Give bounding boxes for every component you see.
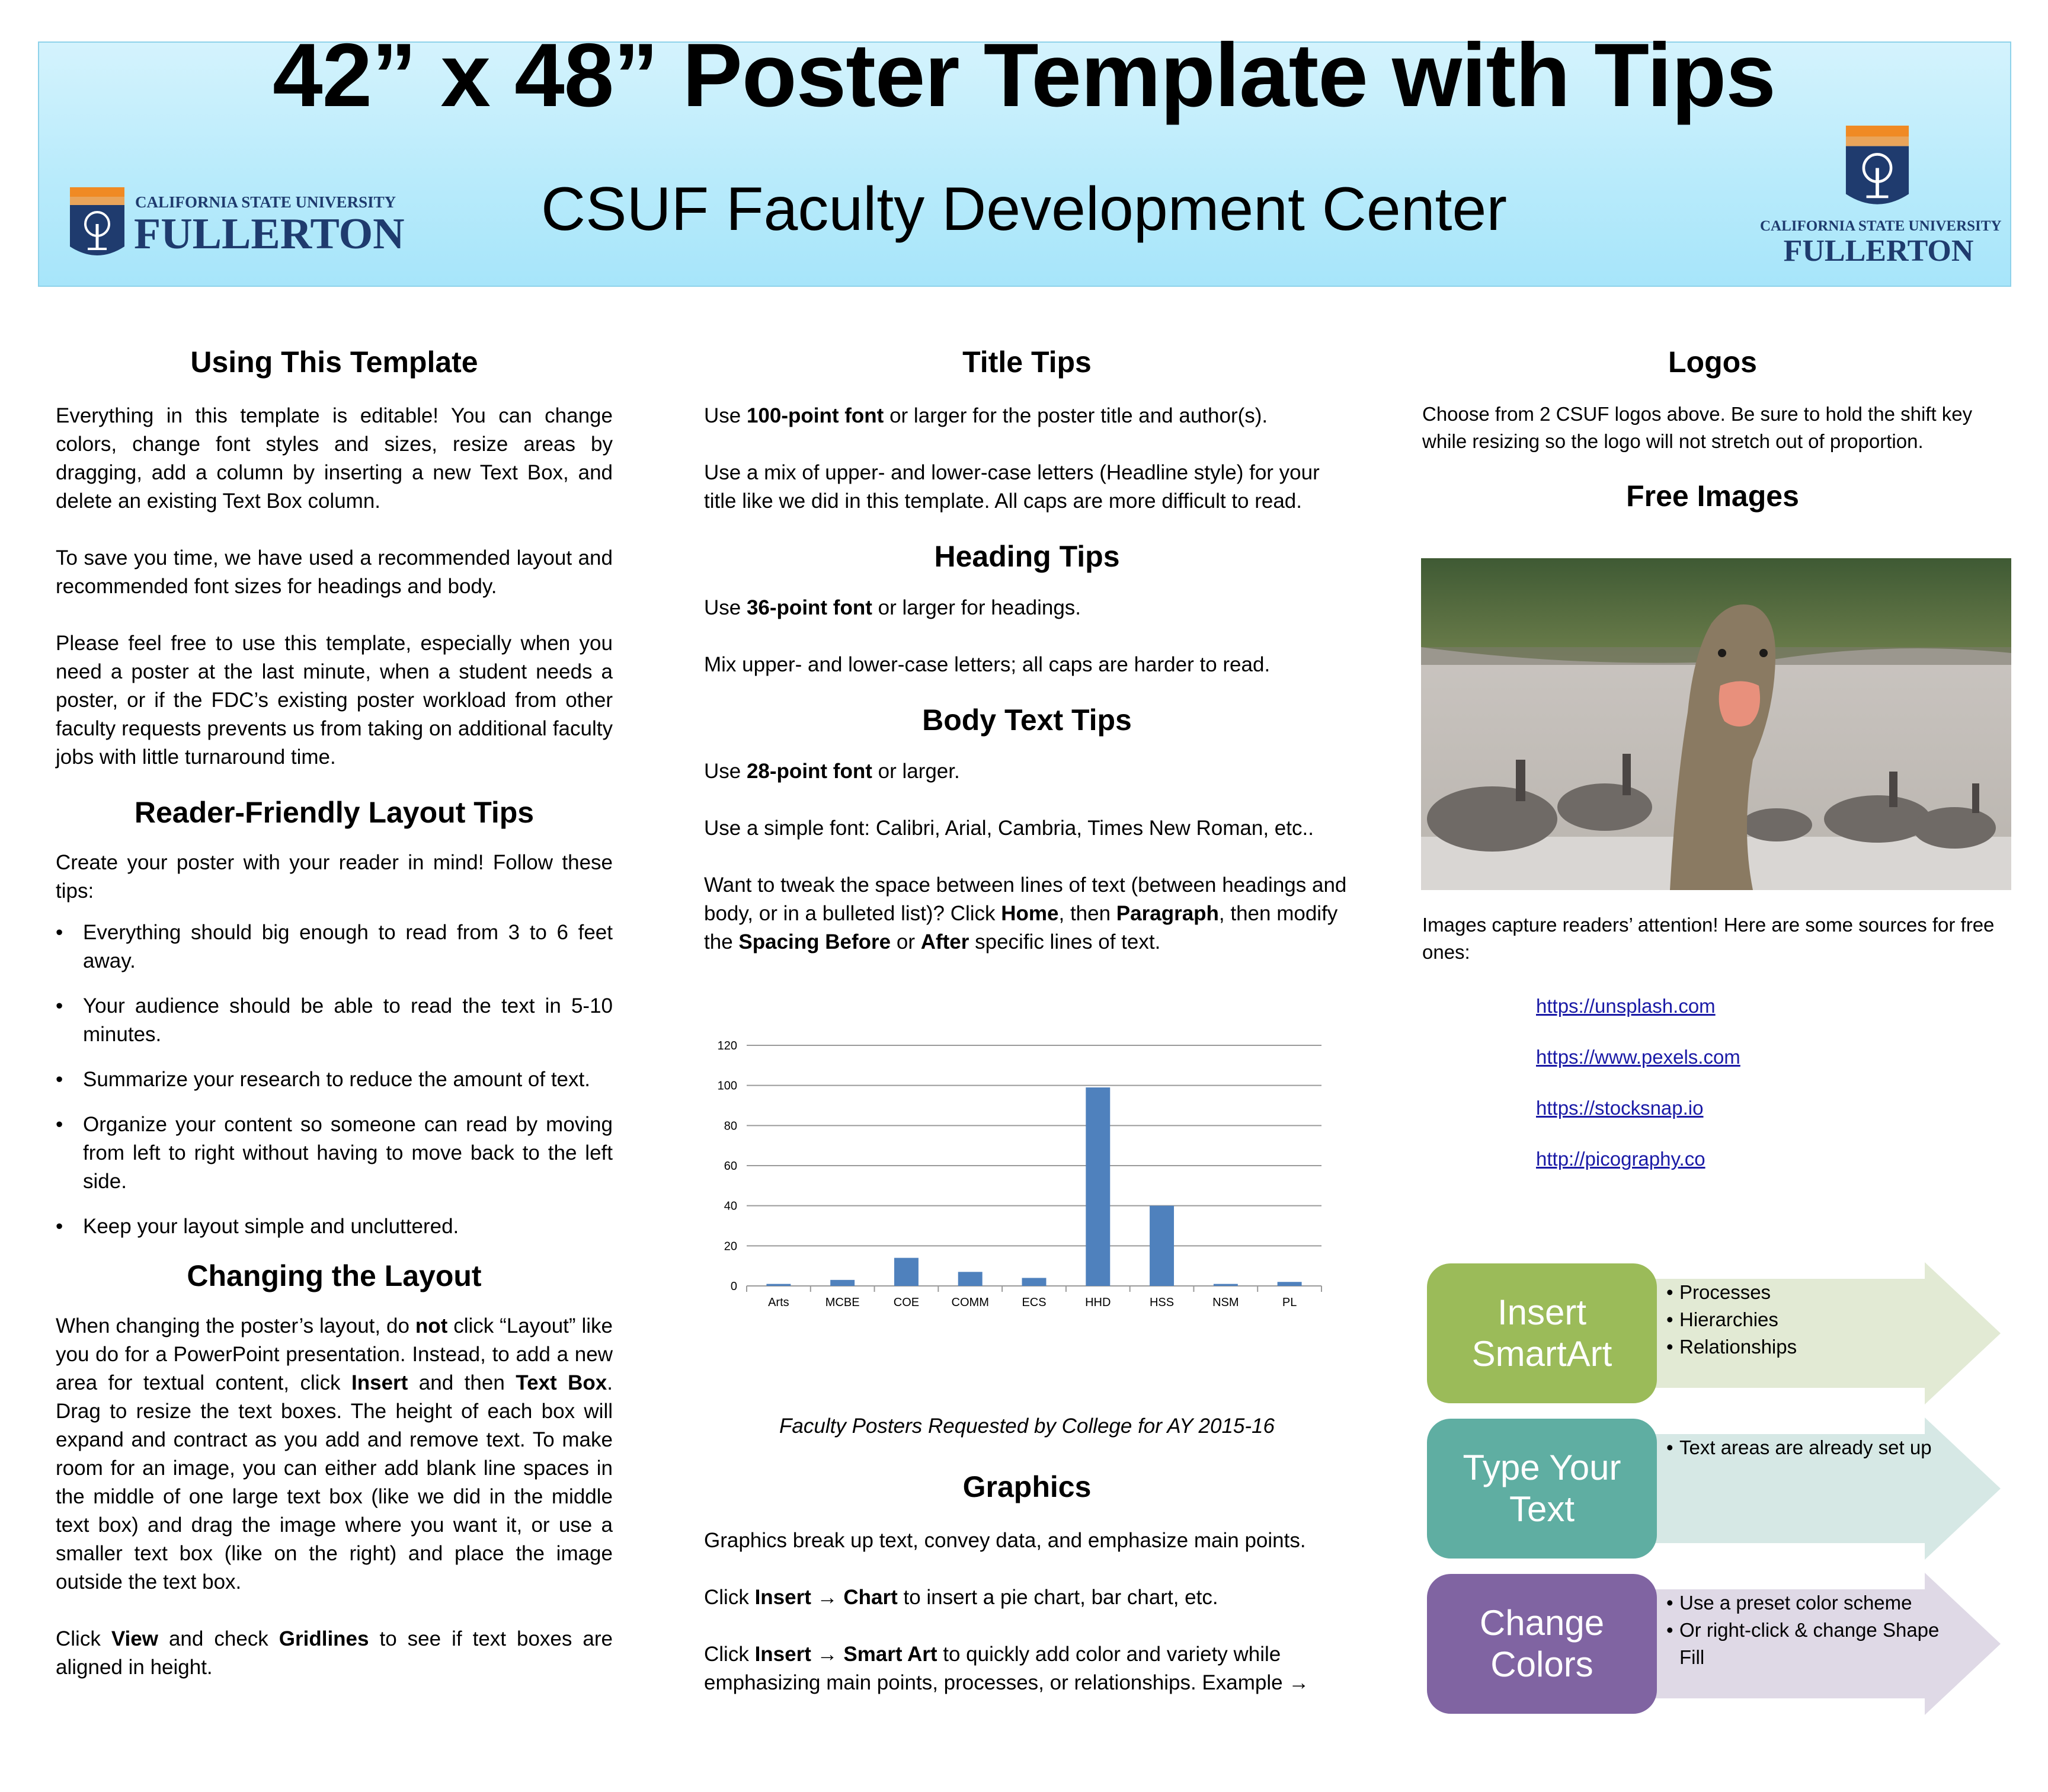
smartart-graphic bbox=[1422, 1262, 2003, 1724]
column-right bbox=[1422, 344, 2015, 514]
bullet-icon: • bbox=[56, 1215, 63, 1238]
smartart-item-list bbox=[1666, 1589, 1951, 1671]
column-right-lower bbox=[1422, 911, 2003, 1196]
smartart-item-text: Text areas are already set up bbox=[1679, 1436, 1932, 1458]
csuf-seal-icon bbox=[70, 187, 124, 264]
y-tick-label: 100 bbox=[717, 1079, 737, 1093]
goose-photo bbox=[1421, 558, 2011, 890]
para-view-gridlines: Click View and check Gridlines to see if text boxes are aligned in height. bbox=[56, 1627, 613, 1679]
para-heading-2: Mix upper- and lower-case letters; all caps are harder to read. bbox=[704, 653, 1271, 676]
reader-tip-item bbox=[56, 1065, 613, 1094]
arrow-right-icon: → bbox=[817, 1643, 838, 1666]
para-logos: Choose from 2 CSUF logos above. Be sure to hold the shift key while resizing so the logo will not stretch out of proportion. bbox=[1422, 403, 1973, 452]
csuf-logo-right bbox=[1760, 126, 2002, 268]
para-using-1: Everything in this template is editable! You can change colors, change font styles and sizes, resize areas by dragging, add a column by inserting a new Text Box, and delete an existing Text Box column. bbox=[56, 404, 613, 513]
smartart-box bbox=[1427, 1263, 1657, 1403]
arrow-right-icon: → bbox=[817, 1586, 838, 1609]
bar bbox=[1278, 1282, 1302, 1286]
smartart-box-label: Change Colors bbox=[1479, 1603, 1605, 1684]
smartart-item bbox=[1666, 1617, 1951, 1671]
heading-graphics: Graphics bbox=[962, 1470, 1092, 1503]
reader-tip-text: Organize your content so someone can read by moving from left to right without having to move back to the left side. bbox=[83, 1113, 613, 1193]
bullet-icon: • bbox=[1666, 1281, 1673, 1303]
poster-subtitle: CSUF Faculty Development Center bbox=[541, 175, 1507, 244]
x-tick-label: ECS bbox=[1022, 1296, 1047, 1309]
para-title-1: Use 100-point font or larger for the poster title and author(s). bbox=[704, 404, 1268, 427]
bullet-icon: • bbox=[56, 1068, 63, 1091]
reader-tips-list bbox=[56, 919, 613, 1241]
para-using-3: Please feel free to use this template, especially when you need a poster at the last minute, when a student needs a poster, or if the FDC’s existing poster workload from other faculty requests prevents us from taking on additional faculty jobs with little turnaround time. bbox=[56, 632, 613, 769]
x-tick-label: Arts bbox=[768, 1296, 789, 1309]
x-tick-label: HSS bbox=[1149, 1296, 1175, 1309]
x-tick-label: COMM bbox=[951, 1296, 989, 1309]
x-tick-label: HHD bbox=[1085, 1296, 1111, 1309]
para-heading-1: Use 36-point font or larger for headings. bbox=[704, 596, 1081, 619]
heading-heading-tips: Heading Tips bbox=[934, 540, 1120, 573]
smartart-box bbox=[1427, 1419, 1657, 1559]
smartart-item bbox=[1666, 1279, 1951, 1306]
smartart-item-text: Processes bbox=[1679, 1281, 1771, 1303]
logo-left-line2: FULLERTON bbox=[134, 210, 405, 258]
image-source-link[interactable]: https://stocksnap.io bbox=[1536, 1097, 1704, 1119]
heading-title-tips: Title Tips bbox=[962, 345, 1092, 379]
posters-bar-chart bbox=[699, 1031, 1339, 1363]
arrow-right-icon: → bbox=[1288, 1671, 1310, 1694]
smartart-item bbox=[1666, 1333, 1951, 1361]
bar bbox=[1214, 1284, 1238, 1286]
x-tick-label: MCBE bbox=[825, 1296, 860, 1309]
smartart-box-label: Type Your Text bbox=[1463, 1448, 1621, 1529]
y-tick-label: 120 bbox=[717, 1039, 737, 1052]
y-tick-label: 80 bbox=[724, 1119, 737, 1133]
bullet-icon: • bbox=[1666, 1308, 1673, 1330]
x-tick-label: COE bbox=[893, 1296, 920, 1309]
image-source-link[interactable]: http://picography.co bbox=[1536, 1148, 1705, 1170]
logo-right-line1: CALIFORNIA STATE UNIVERSITY bbox=[1760, 218, 2002, 234]
para-using-2: To save you time, we have used a recommended layout and recommended font sizes for headings and body. bbox=[56, 546, 613, 598]
bullet-icon: • bbox=[1666, 1592, 1673, 1614]
bar bbox=[1150, 1206, 1174, 1286]
heading-using-template: Using This Template bbox=[190, 345, 478, 379]
poster-title: 42” x 48” Poster Template with Tips bbox=[273, 25, 1775, 126]
column-left bbox=[56, 344, 613, 1682]
para-images: Images capture readers’ attention! Here are some sources for free ones: bbox=[1422, 914, 1995, 963]
image-source-link[interactable]: https://www.pexels.com bbox=[1536, 1046, 1740, 1068]
reader-tip-text: Your audience should be able to read the text in 5-10 minutes. bbox=[83, 994, 613, 1046]
bullet-icon: • bbox=[1666, 1336, 1673, 1358]
smartart-item-text: Relationships bbox=[1679, 1336, 1797, 1358]
heading-logos: Logos bbox=[1668, 345, 1757, 379]
bar bbox=[1086, 1087, 1110, 1286]
smartart-item-text: Hierarchies bbox=[1679, 1308, 1778, 1330]
bullet-icon: • bbox=[56, 921, 63, 944]
para-graphics-3: Click Insert → Smart Art to quickly add color and variety while emphasizing main points, processes, or relationships. Example → bbox=[704, 1643, 1310, 1694]
reader-tip-item bbox=[56, 919, 613, 975]
smartart-item-text: Or right-click & change Shape Fill bbox=[1679, 1619, 1940, 1668]
para-body-1: Use 28-point font or larger. bbox=[704, 760, 960, 783]
bar bbox=[1022, 1278, 1047, 1286]
image-source-link[interactable]: https://unsplash.com bbox=[1536, 995, 1716, 1017]
para-graphics-2: Click Insert → Chart to insert a pie chart, bar chart, etc. bbox=[704, 1586, 1218, 1609]
logo-right-line2: FULLERTON bbox=[1783, 234, 1974, 268]
bullet-icon: • bbox=[56, 994, 63, 1017]
smartart-item-text: Use a preset color scheme bbox=[1679, 1592, 1912, 1614]
reader-tip-item bbox=[56, 1212, 613, 1241]
csuf-logo-left bbox=[70, 185, 405, 268]
chart-caption: Faculty Posters Requested by College for AY 2015-16 bbox=[779, 1415, 1275, 1438]
para-body-3: Want to tweak the space between lines of text (between headings and body, or in a bulleted list)? Click Home, then Paragraph, then modify the Spacing Before or After specific lines of text. bbox=[704, 873, 1347, 953]
heading-reader-friendly: Reader-Friendly Layout Tips bbox=[134, 796, 535, 829]
smartart-item bbox=[1666, 1589, 1951, 1617]
column-middle-graphics bbox=[704, 1468, 1350, 1697]
heading-body-text-tips: Body Text Tips bbox=[922, 703, 1132, 737]
smartart-item-list bbox=[1666, 1279, 1951, 1361]
para-graphics-1: Graphics break up text, convey data, and emphasize main points. bbox=[704, 1529, 1306, 1552]
smartart-item-list bbox=[1666, 1434, 1951, 1461]
bullet-icon: • bbox=[56, 1113, 63, 1136]
bullet-icon: • bbox=[1666, 1619, 1673, 1641]
y-tick-label: 0 bbox=[730, 1280, 737, 1293]
para-body-2: Use a simple font: Calibri, Arial, Cambria, Times New Roman, etc.. bbox=[704, 817, 1314, 840]
heading-free-images: Free Images bbox=[1626, 479, 1799, 513]
para-reader: Create your poster with your reader in mind! Follow these tips: bbox=[56, 851, 613, 903]
reader-tip-text: Keep your layout simple and uncluttered. bbox=[83, 1215, 459, 1238]
csuf-seal-icon bbox=[1845, 126, 1909, 215]
bullet-icon: • bbox=[1666, 1436, 1673, 1458]
y-tick-label: 60 bbox=[724, 1160, 737, 1173]
reader-tip-text: Summarize your research to reduce the amount of text. bbox=[83, 1068, 590, 1091]
para-changing-layout: When changing the poster’s layout, do not click “Layout” like you do for a PowerPoint presentation. Instead, to add a new area for textual content, click Insert and then Text Box. Drag to resize the text boxes. The height of each box will expand and contract as you add and remove text. To make room for an image, you can either add blank line spaces in the middle of one large text box (like we did in the middle text box) and drag the image where you want it, or use a smaller text box (like on the right) and place the image outside the text box. bbox=[56, 1314, 613, 1593]
bar bbox=[766, 1284, 791, 1286]
reader-tip-item bbox=[56, 992, 613, 1049]
x-tick-label: PL bbox=[1282, 1296, 1297, 1309]
column-middle bbox=[704, 344, 1350, 956]
logo-left-line1: CALIFORNIA STATE UNIVERSITY bbox=[135, 193, 396, 211]
smartart-box bbox=[1427, 1574, 1657, 1714]
x-tick-label: NSM bbox=[1212, 1296, 1239, 1309]
para-title-2: Use a mix of upper- and lower-case letters (Headline style) for your title like we did in this template. All caps are more difficult to read. bbox=[704, 461, 1320, 513]
image-sources-list bbox=[1422, 992, 2003, 1173]
smartart-item bbox=[1666, 1306, 1951, 1333]
bar bbox=[894, 1258, 919, 1286]
y-tick-label: 20 bbox=[724, 1240, 737, 1253]
bar bbox=[830, 1280, 855, 1286]
y-tick-label: 40 bbox=[724, 1199, 737, 1213]
reader-tip-item bbox=[56, 1111, 613, 1196]
smartart-box-label: Insert SmartArt bbox=[1471, 1292, 1612, 1374]
heading-changing-layout: Changing the Layout bbox=[187, 1259, 482, 1292]
smartart-item bbox=[1666, 1434, 1951, 1461]
reader-tip-text: Everything should big enough to read from 3 to 6 feet away. bbox=[83, 921, 613, 972]
bar bbox=[958, 1272, 983, 1286]
